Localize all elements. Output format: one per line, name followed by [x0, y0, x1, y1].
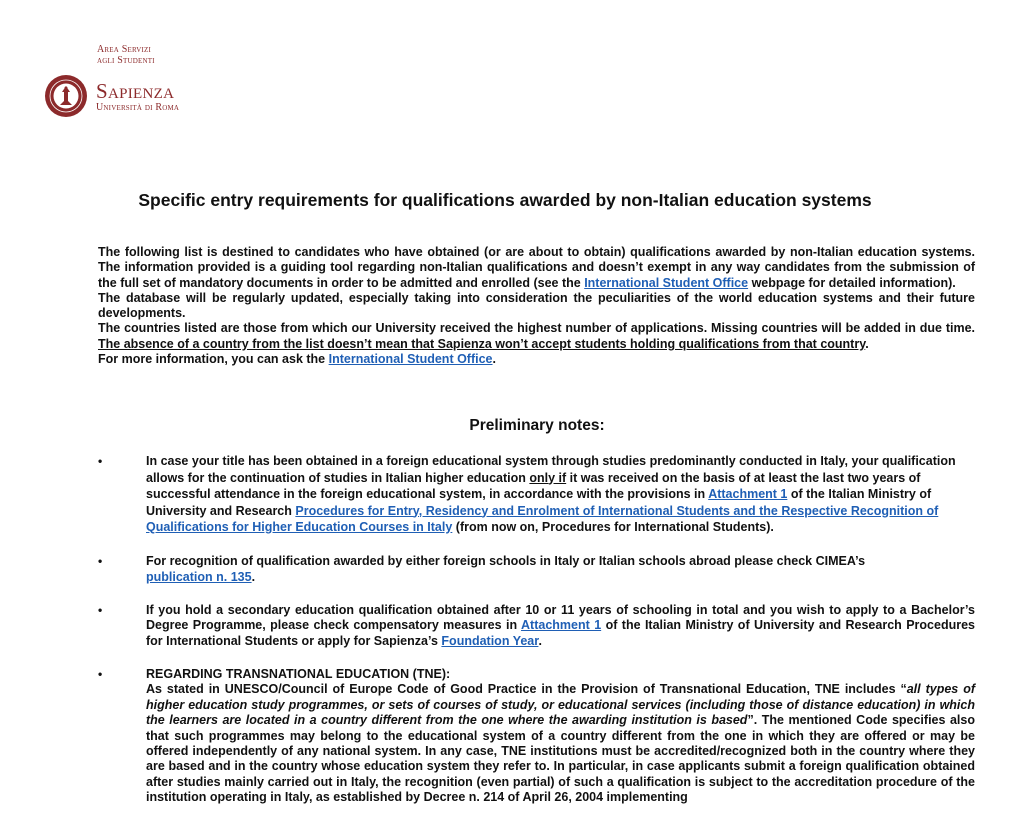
department-label — [97, 44, 179, 66]
underlined-statement: The absence of a country from the list doesn’t mean that Sapienza won’t accept students holding qualifications from that country — [98, 336, 866, 351]
note-item-2: • For recognition of qualification awarded by either foreign schools in Italy or Italian schools abroad please check CIMEA’s publication n. 135. — [98, 553, 866, 584]
note-item-3: • If you hold a secondary education qualification obtained after 10 or 11 years of schooling in total and you wish to apply to a Bachelor’s Degree Programme, please check compensatory measures in Attachment 1 of the Italian Ministry of University and Research Procedures for International Students or apply for Sapienza’s Foundation Year. — [98, 602, 975, 648]
international-student-office-link-2[interactable]: International Student Office — [328, 352, 493, 367]
tne-heading: REGARDING TRANSNATIONAL EDUCATION (TNE): — [146, 667, 451, 681]
note-item-1: • In case your title has been obtained in a foreign educational system through studies predominantly conducted in Italy, your qualification allows for the continuation of studies in Italian higher education only if it was received on the basis of at least the last two years of successful attendance in the foreign educational system, in accordance with the provisions in Attachment 1 of the Italian Ministry of University and Research Procedures for Entry, Residency and Enrolment of International Students and the Respective Recognition of Qualifications for Higher Education Courses in Italy (from now on, Procedures for International Students). — [98, 454, 956, 534]
foundation-year-link[interactable]: Foundation Year — [441, 633, 539, 648]
bullet-icon: • — [98, 602, 103, 617]
preliminary-notes-heading: Preliminary notes: — [469, 417, 605, 434]
brand-subtitle: Università di Roma — [96, 101, 180, 113]
bullet-icon: • — [98, 667, 103, 681]
intro-paragraph-4: For more information, you can ask the International Student Office. — [98, 352, 496, 367]
sapienza-seal-icon — [44, 74, 88, 118]
notes-list — [98, 453, 975, 822]
brand — [44, 74, 179, 118]
brand-name: Sapienza — [96, 78, 175, 103]
intro-paragraph-3: The countries listed are those from which our University received the highest number of applications. Missing countries will be added in due time. The absence of a country from the list doesn’t mean that Sapienza won’t accept students holding qualifications from that country. — [98, 321, 975, 351]
brand-text — [96, 80, 179, 113]
note-item-4: • REGARDING TRANSNATIONAL EDUCATION (TNE): As stated in UNESCO/Council of Europe Code of Good Practice in the Provision of Transnational Education, TNE includes “all types of higher education study programmes, or sets of courses of study, or educational services (including those of distance education) in which the learners are located in a country different from the one where the awarding institution is based”. The mentioned Code specifies also that such programmes may belong to the educational system of a country different from the one in which they are offered or may be offered independently of any national system. In any case, TNE institutions must be accredited/recognized both in the country where they are based and in the country whose education system they refer to. In particular, in case applicants submit a foreign qualification obtained after studies mainly carried out in Italy, the recognition (even partial) of such a qualification is subject to the accreditation procedure of the institution operating in Italy, as established by Decree n. 214 of April 26, 2004 implementing — [98, 667, 975, 805]
university-logo — [44, 44, 179, 118]
international-student-office-link[interactable]: International Student Office — [584, 275, 749, 290]
bullet-icon: • — [98, 553, 103, 568]
attachment-1-link[interactable]: Attachment 1 — [708, 487, 788, 501]
department-line-1: Area Servizi — [97, 44, 152, 55]
attachment-1-link-2[interactable]: Attachment 1 — [521, 618, 602, 632]
procedures-link[interactable]: Procedures for Entry, Residency and Enrolment of International Students and the Respective Recognition of Qualifications for Higher Education Courses in Italy — [146, 503, 939, 534]
department-line-2: agli Studenti — [97, 55, 155, 66]
bullet-icon: • — [98, 454, 103, 468]
page-title: Specific entry requirements for qualifications awarded by non-Italian education systems — [138, 190, 872, 210]
only-if-emphasis: only if — [529, 470, 567, 485]
intro-paragraph-2: The database will be regularly updated, especially taking into consideration the peculiarities of the world education systems and their future developments. — [98, 290, 975, 321]
publication-135-link[interactable]: publication n. 135 — [146, 570, 252, 584]
intro-section — [98, 245, 975, 367]
intro-paragraph-1: The following list is destined to candidates who have obtained (or are about to obtain) qualifications awarded by non-Italian education systems. The information provided is a guiding tool regarding non-Italian qualifications and doesn’t exempt in any way candidates from the submission of the full set of mandatory documents in order to be admitted and enrolled (see the International Student Office webpage for detailed information). — [98, 245, 975, 290]
unesco-quote: all types of higher education study programmes, or sets of courses of study, or educational services (including those of distance education) in which the learners are located in a country different from the one where the awarding institution is based — [146, 682, 975, 728]
